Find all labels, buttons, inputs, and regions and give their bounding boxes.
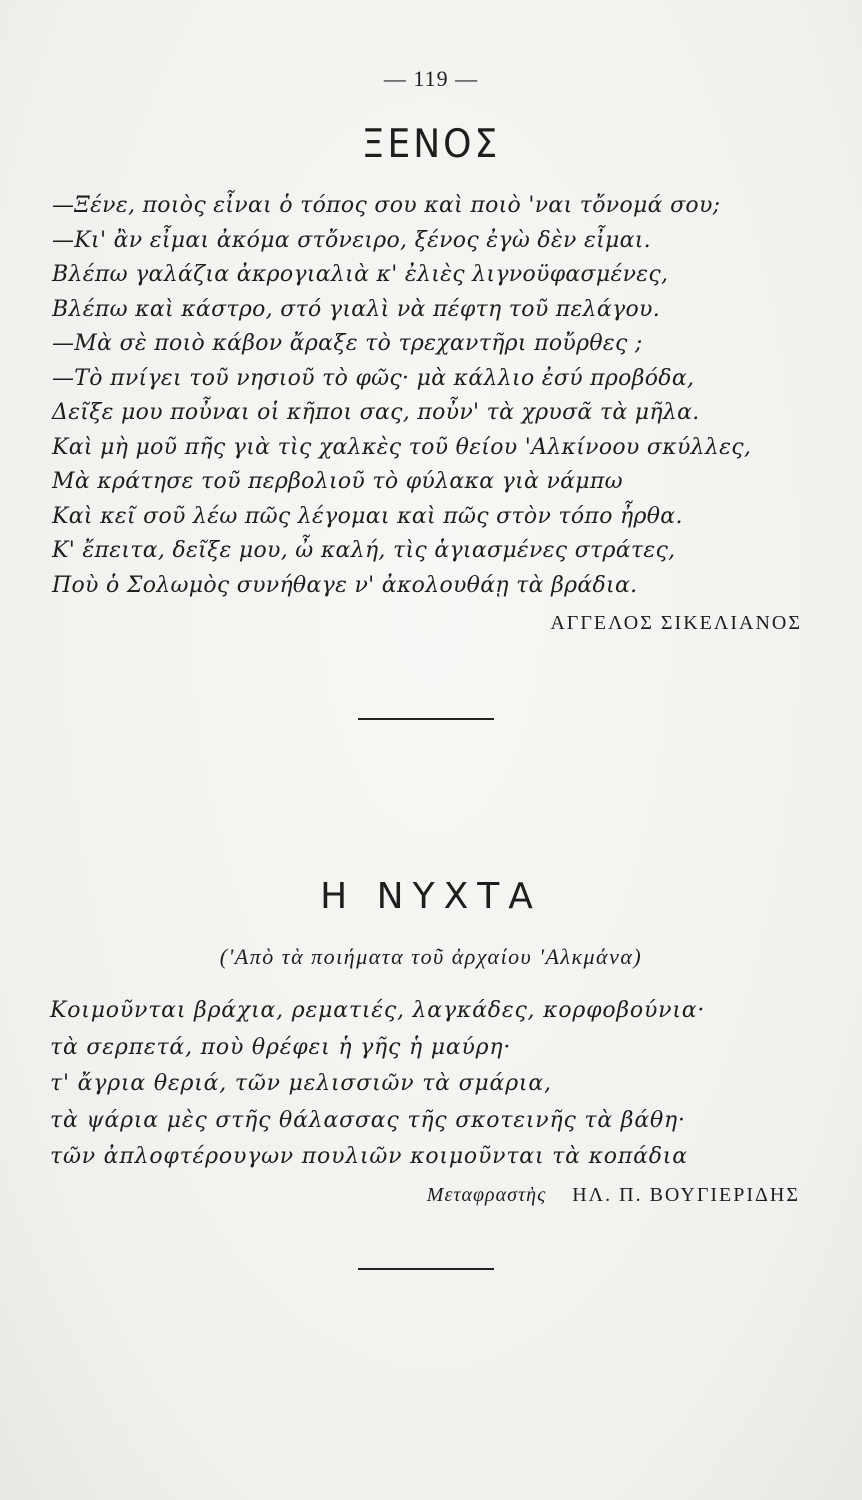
poem-line: Καὶ μὴ μοῦ πῆς γιὰ τὶς χαλκὲς τοῦ θείου 'Αλκίνοου σκύλλες,	[52, 434, 752, 460]
translator-credit	[427, 1184, 800, 1207]
poem-line: Κοιμοῦνται βράχια, ρεματιές, λαγκάδες, κορφοβούνια·	[50, 998, 706, 1023]
poem-line: —Κι' ἂν εἶμαι ἀκόμα στὄνειρο, ξένος ἐγὼ δὲν εἶμαι.	[52, 227, 651, 253]
section-divider	[358, 718, 494, 720]
translator-name: ΗΛ. Π. ΒΟΥΓΙΕΡΙΔΗΣ	[572, 1184, 800, 1206]
poem-line: Βλέπω καὶ κάστρο, στό γιαλὶ νὰ πέφτη τοῦ πελάγου.	[52, 296, 661, 322]
section-divider	[358, 1268, 494, 1270]
poem-line: Ποὺ ὁ Σολωμὸς συνήθαγε ν' ἀκολουθάῃ τὰ βράδια.	[52, 572, 638, 598]
translator-label: Μεταφραστὴς	[426, 1184, 547, 1206]
poem-title-xenos: ΞΕΝΟΣ	[361, 122, 501, 167]
poem-author-sikelianos: ΑΓΓΕΛΟΣ ΣΙΚΕΛΙΑΝΟΣ	[550, 612, 802, 634]
poem-line: Κ' ἔπειτα, δεῖξε μου, ὦ καλή, τὶς ἁγιασμένες στράτες,	[52, 538, 676, 563]
poem-line: τ' ἄγρια θεριά, τῶν μελισσιῶν τὰ σμάρια,	[50, 1071, 552, 1096]
poem-line: Δεῖξε μου ποὖναι οἱ κῆποι σας, ποὖν' τὰ χρυσᾶ τὰ μῆλα.	[52, 400, 700, 425]
poem-line: τὰ σερπετά, ποὺ θρέφει ἡ γῆς ἡ μαύρη·	[50, 1034, 512, 1060]
poem-line: τὰ ψάρια μὲς στῆς θάλασσας τῆς σκοτεινῆς τὰ βάθη·	[50, 1107, 686, 1133]
poem-title-nychta: Η ΝΥΧΤΑ	[320, 876, 542, 917]
poem-line: Μὰ κράτησε τοῦ περβολιοῦ τὸ φύλακα γιὰ νάμπω	[52, 469, 623, 494]
poem-line: —Μὰ σὲ ποιὸ κάβον ἄραξε τὸ τρεχαντῆρι ποὔρθες ;	[52, 331, 643, 356]
poem-subtitle: ('Απὸ τὰ ποιήματα τοῦ ἀρχαίου 'Αλκμάνα)	[219, 944, 643, 969]
poem-line: —Ξένε, ποιὸς εἶναι ὁ τόπος σου καὶ ποιὸ 'ναι τὄνομά σου;	[52, 193, 721, 218]
poem-line: τῶν ἀπλοφτέρουγων πουλιῶν κοιμοῦνται τὰ κοπάδια	[50, 1144, 688, 1169]
poem-line: Καὶ κεῖ σοῦ λέω πῶς λέγομαι καὶ πῶς στὸν τόπο ἦρθα.	[52, 503, 683, 529]
poem-xenos-body	[52, 189, 792, 603]
page-number: — 119 —	[383, 66, 479, 91]
poem-nychta-body	[50, 993, 790, 1176]
poem-line: Βλέπω γαλάζια ἀκρογιαλιὰ κ' ἐλιὲς λιγνοϋφασμένες,	[52, 262, 669, 287]
poem-line: —Τὸ πνίγει τοῦ νησιοῦ τὸ φῶς· μὰ κάλλιο ἐσύ προβόδα,	[52, 365, 695, 391]
